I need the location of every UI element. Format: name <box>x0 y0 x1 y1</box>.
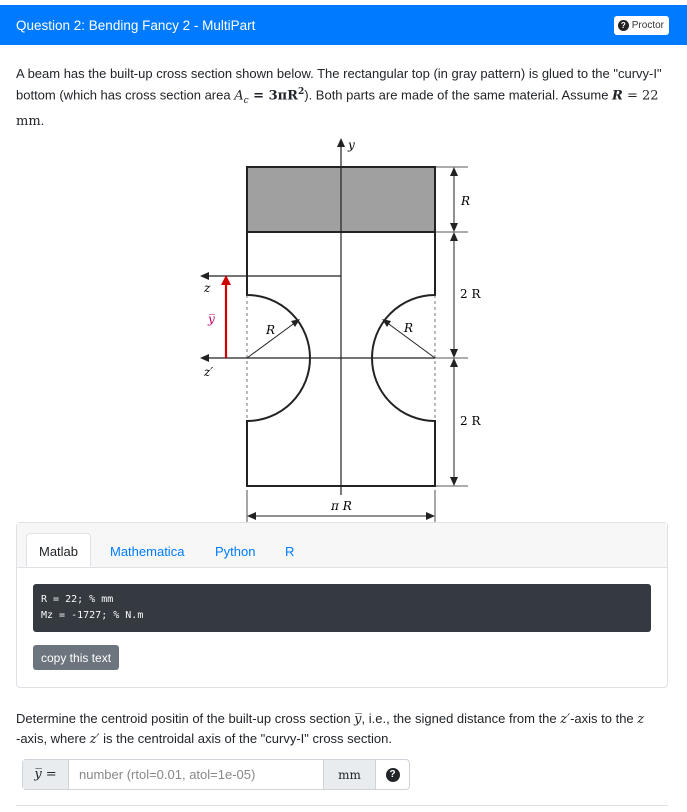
problem-statement: A beam has the built-up cross section shown below. The rectangular top (in gray pattern) is glued to the "curvy-I" bottom (which has cross section area $A_c = 3\pi R^2$). Both parts are made of the same material. Assume R = 22 mm. <box>16 66 662 129</box>
cross-section-figure <box>190 135 500 525</box>
radius-right-label: R <box>404 321 414 335</box>
answer-unit: mm <box>323 760 375 789</box>
code-snippet: R = 22; % mm Mz = -1727; % N.m <box>33 584 651 632</box>
proctor-label: Proctor <box>631 19 664 31</box>
question-title: Question 2: Bending Fancy 2 - MultiPart <box>16 17 256 33</box>
dim-bot-label: 2 R <box>460 414 481 428</box>
language-tabs <box>17 523 667 568</box>
tab-r[interactable]: R <box>285 544 295 559</box>
tab-matlab[interactable]: Matlab <box>26 533 91 567</box>
answer-input-group <box>22 759 410 790</box>
question-circle-icon: ? <box>618 20 629 31</box>
tab-mathematica[interactable]: Mathematica <box>110 544 185 559</box>
answer-help[interactable] <box>375 760 409 789</box>
question-header <box>0 5 687 45</box>
answer-prefix: y̅ = <box>23 760 69 789</box>
question-text: Determine the centroid positin of the built-up cross section y̅, i.e., the signed distance from the z′-axis to the z -axis, where z′ is the centroidal axis of the "curvy-I" cross section. <box>16 711 645 747</box>
dim-mid-label: 2 R <box>460 287 481 301</box>
divider <box>16 805 668 806</box>
tab-python[interactable]: Python <box>215 544 256 559</box>
dim-width-label: π R <box>331 499 352 513</box>
radius-left-label: R <box>266 323 276 337</box>
ybar-label: y̅ <box>208 312 215 326</box>
help-icon[interactable]: ? <box>386 768 400 782</box>
code-tabs-card <box>16 522 668 688</box>
dim-top-label: R <box>461 194 471 208</box>
zprime-axis-label: z′ <box>204 365 214 379</box>
area-symbol: A <box>234 88 244 104</box>
copy-text-button[interactable]: copy this text <box>33 645 119 670</box>
z-axis-label: z <box>204 281 211 295</box>
y-axis-label: y <box>348 138 355 152</box>
proctor-button[interactable] <box>614 16 669 35</box>
answer-input[interactable] <box>69 760 323 789</box>
